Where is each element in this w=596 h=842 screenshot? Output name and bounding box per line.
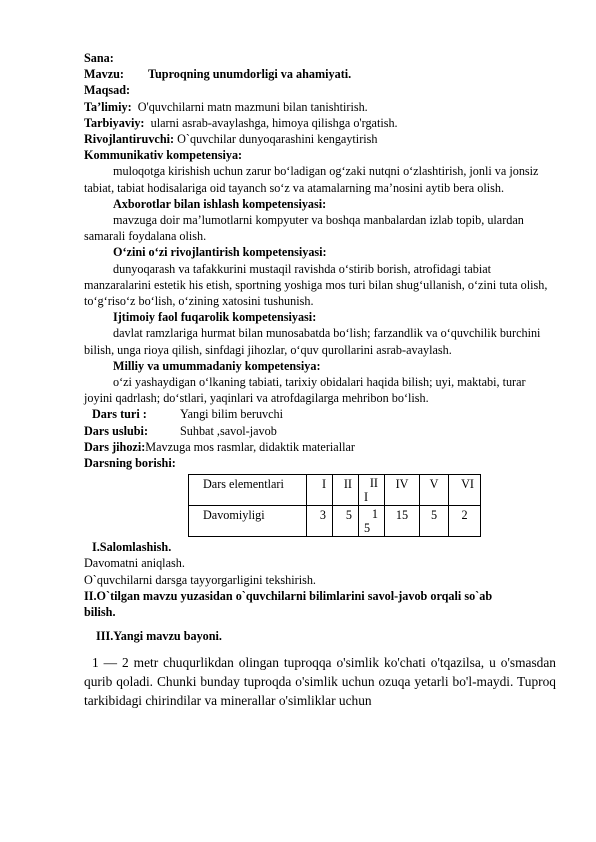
table-cell: VI <box>449 475 481 506</box>
topic-line <box>84 66 556 82</box>
lesson-method <box>84 423 556 439</box>
information-title: Axborotlar bilan ishlash kompetensiyasi: <box>113 196 327 211</box>
table-cell: V <box>420 475 449 506</box>
lesson-type-value: Yangi bilim beruvchi <box>180 407 284 422</box>
lesson-equipment <box>84 439 556 455</box>
educational-goal-text: O'quvchilarni matn mazmuni bilan tanishtirish. <box>137 99 368 114</box>
topic-value: Tuproqning unumdorligi va ahamiyati. <box>148 67 352 82</box>
developmental-goal-label: Rivojlantiruvchi: <box>84 132 175 147</box>
lesson-equipment-value: Mavzuga mos rasmlar, didaktik materiallar <box>145 439 355 454</box>
table-cell: 5 <box>420 506 449 537</box>
date-label: Sana: <box>84 51 114 65</box>
table-cell: IV <box>385 475 420 506</box>
cultural-text: o‘zi yashaydigan o‘lkaning tabiati, tarixiy obidalari haqida bilish; uyi, maktabi, turar joyini qadrlash; do‘stlari, yaqinlari va atrofdagilarga mehribon bo‘lish. <box>84 375 526 406</box>
greeting-heading: I.Salomlashish. <box>92 540 172 555</box>
new-topic-heading: III.Yangi mavzu bayoni. <box>96 629 222 644</box>
civic-title: Ijtimoiy faol fuqarolik kompetensiyasi: <box>113 310 317 325</box>
lesson-method-value: Suhbat ,savol-javob <box>180 423 277 438</box>
table-cell <box>359 475 385 506</box>
educational-goal <box>84 99 556 115</box>
upbringing-goal-text: ularni asrab-avaylashga, himoya qilishga o'rgatish. <box>150 115 398 130</box>
topic-label: Mavzu: <box>84 67 124 82</box>
communicative-title: Kommunikativ kompetensiya: <box>84 148 243 163</box>
table-row <box>189 506 481 537</box>
table-cell: 3 <box>307 506 333 537</box>
civic-text: davlat ramzlariga hurmat bilan munosabatda bo‘lish; farzandlik va o‘quvchilik burchini bilish, unga rioya qilish, sinfdagi jihozlar, o‘quv qurollarini asrab-avaylash. <box>84 326 541 357</box>
cell-line: 1 <box>371 507 378 522</box>
self-development-text: dunyoqarash va tafakkurini mustaqil ravishda o‘stirib borish, atrofidagi tabiat manzaralarini estetik his etish, sportning yoshiga mos turi bilan shug‘ullanish, o‘zini tuta olish, to‘g‘riso‘z bo‘lish, o‘zining xatosini tushunish. <box>84 261 548 309</box>
upbringing-goal <box>84 115 556 131</box>
upbringing-goal-label: Tarbiyaviy: <box>84 115 145 130</box>
lesson-type <box>84 406 556 422</box>
goal-label: Maqsad: <box>84 83 131 98</box>
educational-goal-label: Ta’limiy: <box>84 99 132 114</box>
table-cell: I <box>307 475 333 506</box>
cell-line: 5 <box>364 521 371 536</box>
lesson-type-label: Dars turi : <box>92 407 147 422</box>
table-cell: 5 <box>333 506 359 537</box>
attendance-text: Davomatni aniqlash. <box>84 556 185 571</box>
lesson-plan <box>84 50 556 710</box>
developmental-goal <box>84 131 556 147</box>
lesson-equipment-label: Dars jihozi: <box>84 439 146 454</box>
cell-line: I <box>364 490 369 505</box>
readiness-text: O`quvchilarni darsga tayyorgarligini tekshirish. <box>84 572 316 587</box>
table-row <box>189 475 481 506</box>
review-heading: II.O`tilgan mavzu yuzasidan o`quvchilarni bilimlarini savol-javob orqali so`ab bilish. <box>84 588 493 620</box>
new-topic-paragraph: 1 — 2 metr chuqurlikdan olingan tuproqqa o'simlik ko'chati o'tqazilsa, u o'smasdan qurib qoladi. Chunki bunday tuproqda o'simlik uchun ozuqa yetarli bo'l-maydi. Tuproq tarkibidagi chirindilar va minerallar o'simliklar uchun <box>84 654 556 708</box>
lesson-method-label: Dars uslubi: <box>84 423 149 438</box>
table-cell: Dars elementlari <box>189 475 307 506</box>
lesson-flow-label: Darsning borishi: <box>84 456 176 471</box>
table-cell: 15 <box>385 506 420 537</box>
table-cell <box>359 506 385 537</box>
lesson-stages-table <box>188 474 481 537</box>
cell-line: II <box>369 476 378 491</box>
information-text: mavzuga doir ma’lumotlarni kompyuter va boshqa manbalardan izlab topib, ulardan samarali foydalana olish. <box>84 213 524 244</box>
communicative-text: muloqotga kirishish uchun zarur bo‘ladigan og‘zaki nutqni o‘zlashtirish, jonli va jonsiz tabiat, tabiat hodisalariga oid tayanch so‘z va atamalarning ma’nosini aytib bera olish. <box>84 164 539 195</box>
developmental-goal-text: O`quvchilar dunyoqarashini kengaytirish <box>177 132 378 147</box>
table-cell: 2 <box>449 506 481 537</box>
self-development-title: O‘zini o‘zi rivojlantirish kompetensiyasi: <box>113 245 327 260</box>
table-cell: II <box>333 475 359 506</box>
table-cell: Davomiyligi <box>189 506 307 537</box>
cultural-title: Milliy va umummadaniy kompetensiya: <box>113 358 321 373</box>
